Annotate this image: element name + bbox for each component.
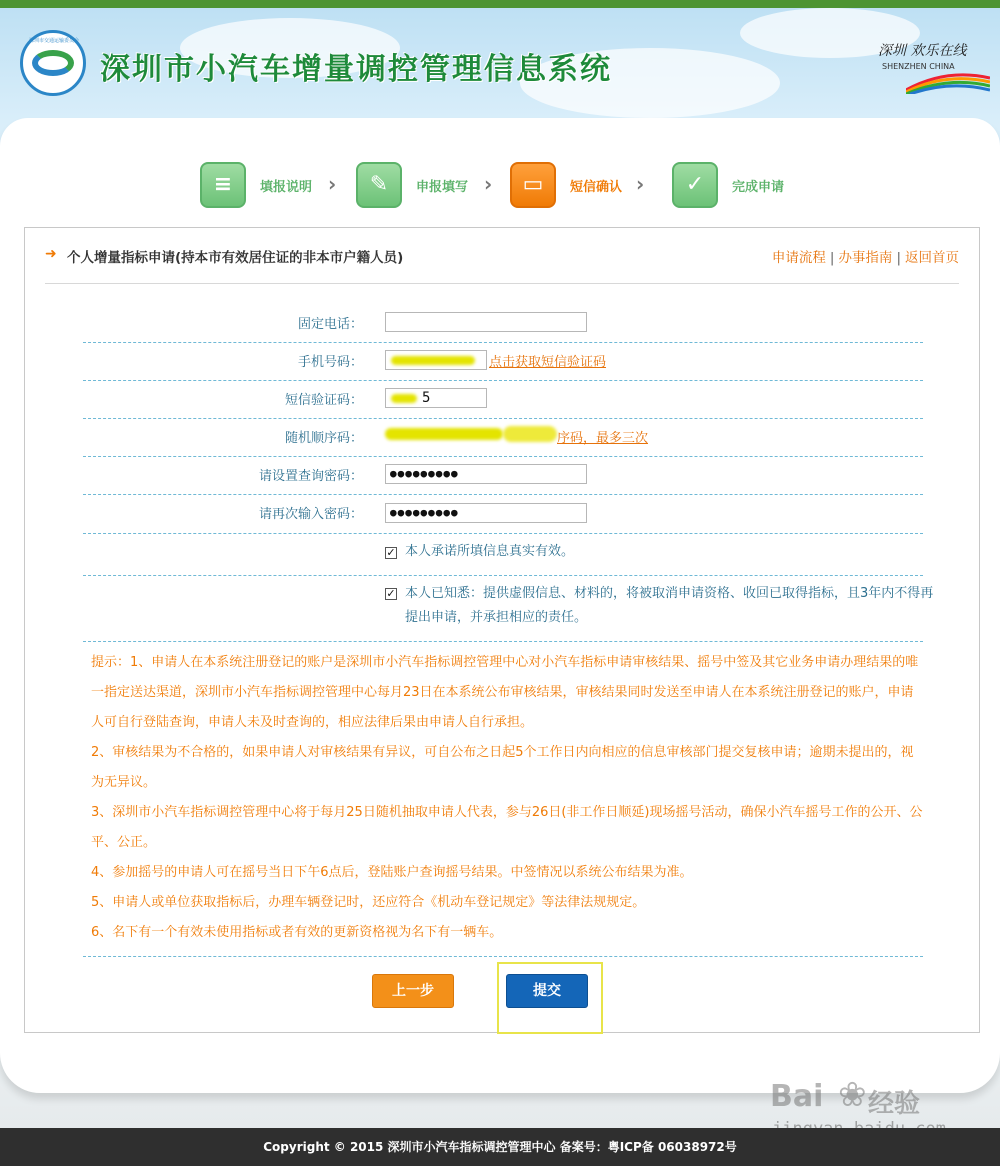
- edit-icon: ✎: [356, 162, 402, 208]
- random-code-label: 随机顺序码：: [284, 431, 363, 446]
- redacted-mark: [503, 426, 557, 442]
- sms-code-label: 短信验证码：: [284, 393, 363, 408]
- site-title: 深圳市小汽车增量调控管理信息系统: [100, 52, 612, 87]
- password-label: 请设置查询密码：: [258, 469, 363, 484]
- redacted-mark: [391, 356, 475, 365]
- agree-penalty-row: [83, 575, 934, 642]
- sms-code-input[interactable]: 5: [385, 388, 487, 408]
- step-label: 完成申请: [732, 180, 785, 195]
- watermark-bai: Bai: [770, 1079, 824, 1114]
- footer-copyright: Copyright © 2015 深圳市小汽车指标调控管理中心 备案号：粤ICP备 06038972号: [263, 1140, 737, 1154]
- submit-button[interactable]: 提交: [506, 974, 588, 1008]
- brand-en: SHENZHEN CHINA: [882, 62, 955, 71]
- note-item: 5、申请人或单位获取指标后，办理车辆登记时，还应符合《机动车登记规定》等法律法规规定。: [91, 895, 646, 910]
- password-input[interactable]: ●●●●●●●●●: [385, 464, 587, 484]
- step-label: 申报填写: [416, 180, 469, 195]
- note-item: 提示：1、申请人在本系统注册登记的账户是深圳市小汽车指标调控管理中心对小汽车指标申请审核结果、摇号中签及其它业务申请办理结果的唯一指定送达渠道，深圳市小汽车指标调控管理中心每月23日在本系统公布审核结果，审核结果同时发送至申请人在本系统注册登记的账户，申请人可自行登陆查询，申请人未及时查询的，相应法律后果由申请人自行承担。: [91, 655, 919, 730]
- chevron-right-icon: ›: [484, 172, 493, 196]
- landline-row: [83, 305, 923, 343]
- random-code-link[interactable]: 序码，最多三次: [557, 431, 649, 446]
- logo-swirl-icon: [32, 50, 74, 76]
- agree-penalty-checkbox[interactable]: ✓: [386, 587, 396, 600]
- landline-input[interactable]: [385, 312, 587, 332]
- top-bar: [0, 0, 1000, 8]
- site-logo: [20, 30, 86, 96]
- link-home[interactable]: 返回首页: [905, 250, 959, 266]
- agree-penalty-text: 本人已知悉：提供虚假信息、材料的，将被取消申请资格、收回已取得指标，且3年内不得再提出申请，并承担相应的责任。: [405, 586, 934, 625]
- rainbow-stripes-icon: [906, 72, 990, 94]
- mobile-label: 手机号码：: [297, 355, 363, 370]
- password-row: [83, 456, 923, 495]
- mobile-row: [83, 342, 923, 381]
- notes-section: [83, 648, 923, 957]
- watermark-jingyan: 经验: [868, 1089, 921, 1119]
- document-icon: ≡: [200, 162, 246, 208]
- panel-links: 申请流程 | 办事指南 | 返回首页: [771, 250, 959, 266]
- chevron-right-icon: ›: [636, 172, 645, 196]
- agree-truth-text: 本人承诺所填信息真实有效。: [405, 544, 575, 559]
- password-confirm-row: [83, 494, 923, 534]
- note-item: 6、名下有一个有效未使用指标或者有效的更新资格视为名下有一辆车。: [91, 925, 503, 940]
- agree-truth-checkbox[interactable]: ✓: [386, 546, 396, 559]
- prev-step-button[interactable]: 上一步: [372, 974, 454, 1008]
- note-item: 4、参加摇号的申请人可在摇号当日下午6点后，登陆账户查询摇号结果。中签情况以系统公布结果为准。: [91, 865, 693, 880]
- get-sms-code-link[interactable]: 点击获取短信验证码: [489, 355, 607, 370]
- phone-icon: ▭: [510, 162, 556, 208]
- brand-cn: 深圳 欢乐在线: [878, 43, 967, 59]
- note-item: 3、深圳市小汽车指标调控管理中心将于每月25日随机抽取申请人代表，参与26日(非工作日顺延)现场摇号活动，确保小汽车摇号工作的公开、公平、公正。: [91, 805, 923, 850]
- password-confirm-input[interactable]: ●●●●●●●●●: [385, 503, 587, 523]
- link-apply-process[interactable]: 申请流程: [771, 250, 826, 266]
- panel-title: 个人增量指标申请(持本市有效居住证的非本市户籍人员): [67, 250, 404, 266]
- redacted-mark: [385, 428, 503, 440]
- panel-header: [45, 228, 959, 284]
- step-label: 填报说明: [260, 180, 313, 195]
- link-guide[interactable]: 办事指南: [838, 250, 893, 266]
- site-header: [0, 8, 1000, 120]
- landline-label: 固定电话：: [297, 317, 363, 332]
- random-code-row: [83, 418, 923, 457]
- redacted-mark: [391, 394, 417, 403]
- paw-icon: ❀: [838, 1075, 867, 1115]
- highlight-box: [497, 962, 603, 1034]
- logo-text: 深圳市交通运输委员会: [29, 38, 80, 44]
- footer: [0, 1128, 1000, 1166]
- shenzhen-brand-logo: [876, 38, 991, 98]
- chevron-right-icon: ›: [328, 172, 337, 196]
- check-icon: ✓: [672, 162, 718, 208]
- note-item: 2、审核结果为不合格的，如果申请人对审核结果有异议，可自公布之日起5个工作日内向相应的信息审核部门提交复核申请；逾期未提出的，视为无异议。: [91, 745, 914, 790]
- agree-truth-row: [83, 533, 923, 576]
- application-panel: [24, 227, 980, 1033]
- password-confirm-label: 请再次输入密码：: [258, 507, 363, 522]
- step-label: 短信确认: [570, 180, 623, 195]
- sms-code-row: [83, 380, 923, 419]
- arrow-bullet-icon: ➜: [45, 246, 57, 262]
